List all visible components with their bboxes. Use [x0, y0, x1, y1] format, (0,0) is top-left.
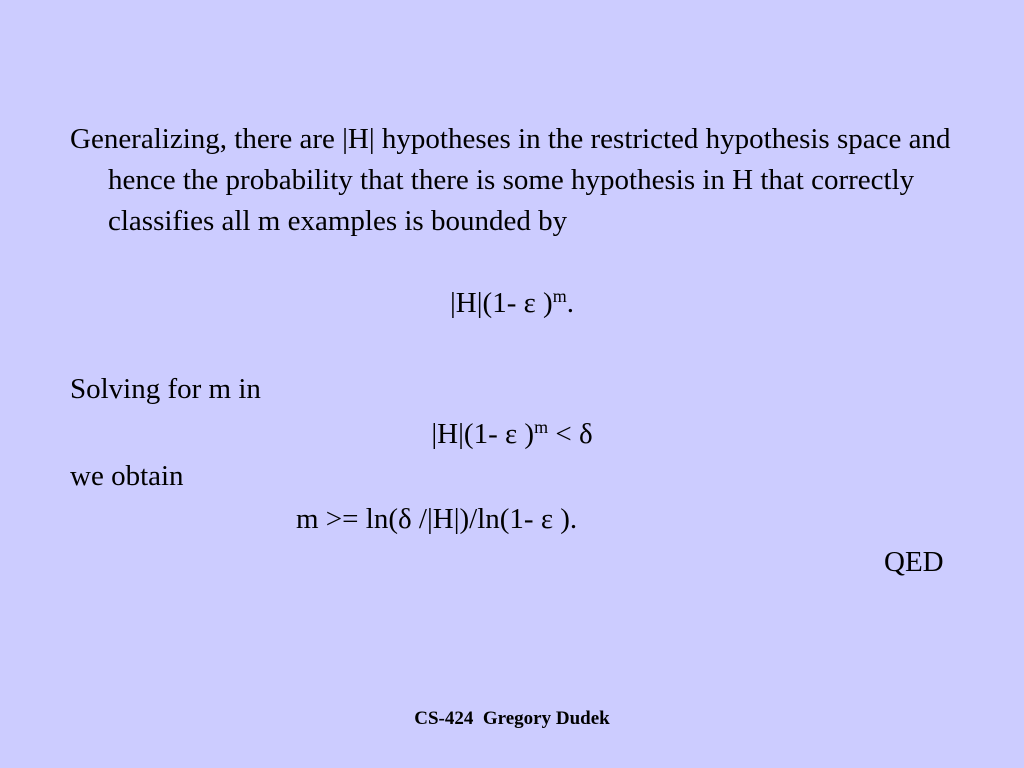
bound-expression: [0, 283, 1024, 324]
inequality-expression: [0, 414, 1024, 455]
slide-footer: CS-424 Gregory Dudek: [414, 708, 610, 729]
inequality-expression-base: |H|(1- ε ): [431, 418, 535, 450]
solving-text: Solving for m in: [70, 373, 261, 405]
result-expression: m >= ln(δ /|H|)/ln(1- ε ).: [296, 503, 578, 535]
obtain-text: we obtain: [70, 460, 184, 492]
qed-label: QED: [884, 546, 944, 578]
bound-expression-base: |H|(1- ε ): [450, 287, 553, 319]
inequality-expression-exponent: m: [534, 417, 549, 437]
bound-expression-exponent: m: [552, 286, 567, 306]
bound-expression-tail: .: [566, 287, 574, 319]
inequality-expression-tail: < δ: [548, 418, 593, 450]
intro-paragraph: Generalizing, there are |H| hypotheses in the restricted hypothesis space and hence the probability that there is some hypothesis in H that correctly classifies all m examples is bounded by: [70, 123, 951, 237]
